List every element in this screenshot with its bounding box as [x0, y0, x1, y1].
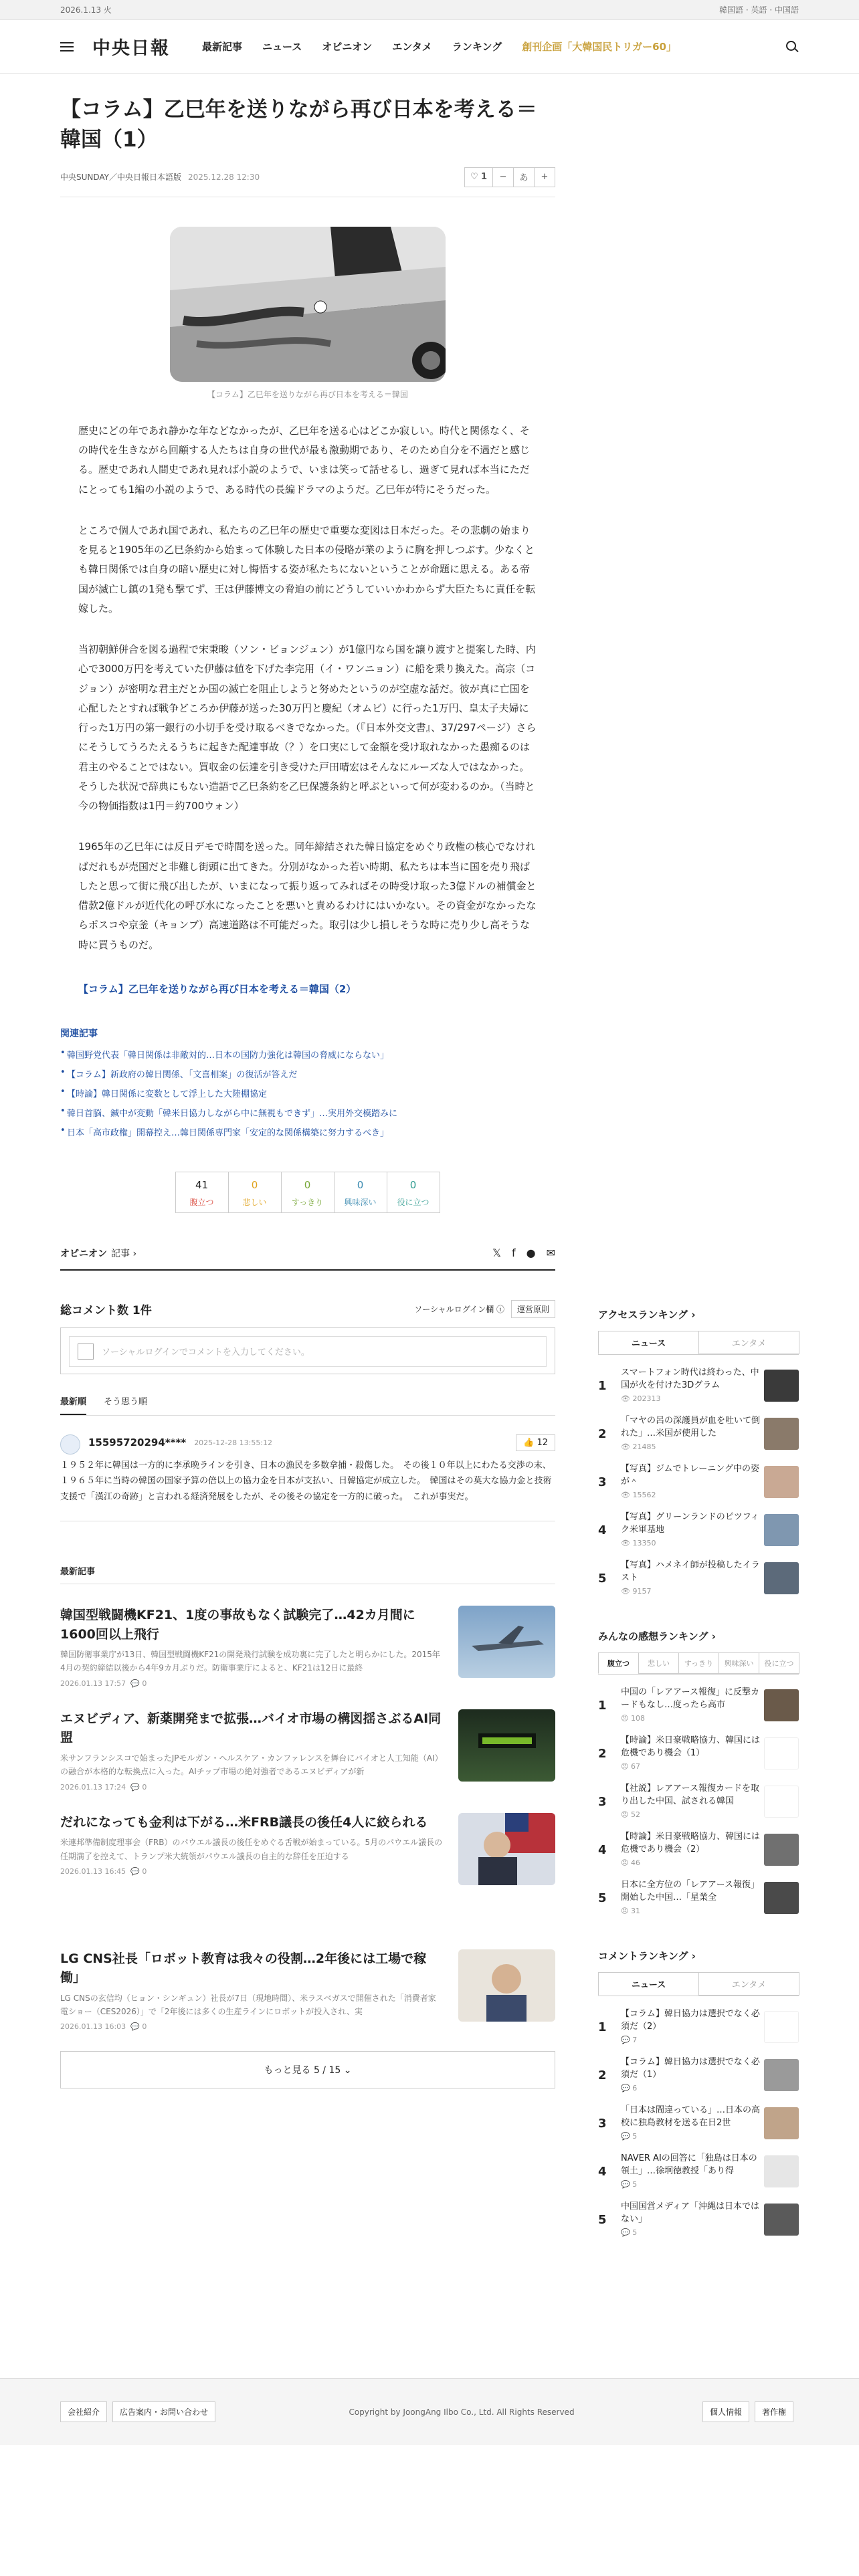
- publish-date: 2025.12.28 12:30: [188, 172, 260, 182]
- rank-views: 108: [630, 1714, 645, 1723]
- rank-title: 【時論】米日豪戦略協力、韓国には危機であり機会（2）: [621, 1831, 761, 1854]
- rank-title: NAVER AIの回答に「独島は日本の領土」…徐坰徳教授「あり得: [621, 2153, 757, 2176]
- rank-number: 1: [598, 1378, 607, 1393]
- rank-title: 【時論】米日豪戦略協力、韓国には危機であり機会（1）: [621, 1735, 761, 1758]
- font-size-label: あ: [513, 167, 535, 187]
- reaction-count: 0: [409, 1178, 417, 1191]
- comment-input-box: [60, 1327, 555, 1374]
- reaction-count: 0: [304, 1178, 311, 1191]
- rank-thumbnail: [764, 2011, 799, 2043]
- site-header: [0, 20, 859, 74]
- article-photo[interactable]: [170, 227, 446, 382]
- reaction-label: 悲しい: [242, 1197, 267, 1207]
- reaction-interesting[interactable]: [334, 1172, 387, 1213]
- tab-latest[interactable]: 最新順: [60, 1394, 86, 1415]
- social-login-label[interactable]: ソーシャルログイン欄 ⓘ: [414, 1304, 504, 1314]
- facebook-share-icon[interactable]: f: [511, 1247, 516, 1260]
- article-photo-illustration: [170, 227, 446, 382]
- rank-views: 5: [632, 2132, 638, 2141]
- ranking-item[interactable]: 3 【社説】レアアース報復カードを取り出した中国、試される韓国 😠 52: [598, 1778, 799, 1826]
- chat-share-icon[interactable]: ●: [526, 1247, 536, 1260]
- share-bar: [60, 1247, 555, 1271]
- article-meta: [60, 167, 555, 197]
- emotion-ranking-heading[interactable]: みんなの感想ランキング ›: [598, 1630, 716, 1642]
- copyright-link[interactable]: 著作権: [755, 2401, 793, 2422]
- latest-heading: 最新記事: [60, 1564, 555, 1584]
- rank-views: 21485: [632, 1442, 656, 1452]
- nav-opinion[interactable]: オピニオン: [322, 41, 373, 53]
- news-comment-count: 0: [142, 2022, 147, 2032]
- mail-share-icon[interactable]: ✉: [546, 1247, 555, 1260]
- reaction-sad[interactable]: [228, 1172, 282, 1213]
- rank-thumbnail: [764, 1689, 799, 1721]
- news-summary: 米連邦準備制度理事会（FRB）のパウエル議長の後任をめぐる舌戦が始まっている。5月のパウエル議長の任期満了を控えて、トランプ米大統領がパウエル議長の自主的な辞任を圧迫する: [60, 1838, 443, 1861]
- nav-special-feature[interactable]: 創刊企画「大韓国民トリガー60」: [522, 41, 676, 53]
- ranking-item[interactable]: 2 【時論】米日豪戦略協力、韓国には危機であり機会（1） 😠 67: [598, 1729, 799, 1778]
- article-title: 【コラム】乙巳年を送りながら再び日本を考える＝韓国（1）: [60, 98, 537, 152]
- section-articles-link[interactable]: 記事 ›: [111, 1248, 137, 1259]
- tab-angry[interactable]: 腹立つ: [598, 1652, 639, 1674]
- news-title[interactable]: だれになっても金利は下がる…米FRB議長の後任4人に絞られる: [60, 1814, 428, 1830]
- news-comment-count: 0: [142, 1679, 147, 1688]
- related-item[interactable]: • 【コラム】新政府の韓日関係、「文喜相案」の復活が答えだ: [60, 1067, 555, 1080]
- related-item[interactable]: • 韓国野党代表「韓日関係は非敵対的…日本の国防力強化は韓国の脅威にならない」: [60, 1048, 555, 1061]
- rank-views: 9157: [632, 1587, 652, 1596]
- rank-number: 5: [598, 1571, 607, 1586]
- access-ranking-tabs: [598, 1331, 799, 1355]
- rank-number: 3: [598, 1794, 607, 1809]
- comment-text: １９５２年に韓国は一方的に李承晩ラインを引き、日本の漁民を多数拿捕・殺傷した。 その後１０年以上にわたる交渉の末、１９６５年に当時の韓国の国家予算の倍以上の協力金を日本が支払い、日韓協定が成立した。 韓国はその莫大な協力金と技術支援で「漢江の奇跡」と言われる経済発展をしたが、その後その協定を一方的に破った。 これが事実だ。: [60, 1460, 552, 1502]
- ranking-item[interactable]: 1 【コラム】韓日協力は選択でなく必須だ（2） 💬 7: [598, 2003, 799, 2051]
- news-thumbnail[interactable]: [458, 1949, 555, 2022]
- rank-number: 4: [598, 2164, 607, 2179]
- rank-views: 5: [632, 2228, 638, 2238]
- related-item[interactable]: • 日本「高市政権」開幕控え…韓日関係専門家「安定的な関係構築に努力するべき」: [60, 1125, 555, 1138]
- related-heading: 関連記事: [60, 1028, 98, 1039]
- x-share-icon[interactable]: 𝕏: [492, 1247, 501, 1260]
- rank-number: 1: [598, 2020, 607, 2034]
- news-item[interactable]: LG CNS社長「ロボット教育は我々の役割…2年後には工場で稼働」 LG CNSの玄信均（ヒョン・シンギュン）社長が7日（現地時間）、米ラスベガスで開催された「消費者家電ショー（CES2026）」で「2年後には多くの生産ラインにロボットが投入され、実 2026.01.13 16:03 💬 0: [60, 1949, 555, 2032]
- lang-link-zh[interactable]: 中国語: [774, 5, 799, 15]
- news-date: 2026.01.13 16:03: [60, 2022, 126, 2032]
- news-summary: 米サンフランシスコで始まったJPモルガン・ヘルスケア・カンファレンスを舞台にバイオと人工知能（AI）の融合が本格的な転換点に入った。AIチップ市場の絶対強者であるエヌビディアが新: [60, 1753, 443, 1777]
- rank-thumbnail: [764, 1418, 799, 1450]
- comment-input[interactable]: [69, 1336, 547, 1367]
- comment-item: [60, 1434, 555, 1521]
- next-part-link[interactable]: 【コラム】乙巳年を送りながら再び日本を考える＝韓国（2）: [78, 982, 357, 995]
- like-count: 1: [480, 172, 487, 183]
- access-ranking: [598, 1307, 799, 1602]
- nav-news[interactable]: ニュース: [262, 41, 302, 53]
- today-date: 2026.1.13 火: [60, 5, 112, 15]
- advertising-link[interactable]: 広告案内・お問い合わせ: [112, 2401, 215, 2422]
- article-body: [60, 421, 555, 955]
- emotion-ranking-tabs: [598, 1652, 799, 1675]
- rank-title: 【社説】レアアース報復カードを取り出した中国、試される韓国: [621, 1783, 759, 1806]
- news-date: 2026.01.13 16:45: [60, 1866, 126, 1876]
- tab-refreshed[interactable]: すっきり: [678, 1652, 719, 1674]
- article-paragraph: 歴史にどの年であれ静かな年などなかったが、乙巳年を送る心はどこか寂しい。時代と関係なく、その時代を生きながら回顧する人たちは自身の世代が最も激動期であり、そのため自分を不遇だと感じる。歴史であれ人間史であれ見れば小説のようで、いまは笑って話せるし、過ぎて見れば本当にただにとっても1編の小説のようで、ある時代の長編ドラマのようだ。乙巳年が特にそうだった。: [78, 424, 531, 496]
- article-tools: [465, 167, 555, 187]
- nav-ranking[interactable]: ランキング: [452, 41, 502, 53]
- photo-caption: 【コラム】乙巳年を送りながら再び日本を考える＝韓国: [207, 389, 408, 399]
- related-item[interactable]: • 韓日首脳、鍼中が変動「韓米日協力しながら中に無視もできず」…実用外交模踏みに: [60, 1106, 555, 1119]
- rank-thumbnail: [764, 1737, 799, 1769]
- rank-title: 【コラム】韓日協力は選択でなく必須だ（2）: [621, 2008, 760, 2032]
- nav-entertainment[interactable]: エンタメ: [392, 41, 432, 53]
- rank-number: 4: [598, 1842, 607, 1857]
- related-item[interactable]: • 【時論】韓日関係に変数として浮上した大陸棚協定: [60, 1087, 555, 1099]
- share-icons: [492, 1247, 555, 1259]
- rank-thumbnail: [764, 2059, 799, 2091]
- lang-link-ko[interactable]: 韓国語: [719, 5, 744, 15]
- load-more-button[interactable]: もっと見る 5 / 15 ⌄: [60, 2051, 555, 2088]
- ranking-item[interactable]: 1 中国の「レアアース報復」に反撃カードもなし…度ったら高市 😠 108: [598, 1681, 799, 1729]
- copyright: Copyright by JoongAng Ilbo Co., Ltd. All Rights Reserved: [349, 2407, 575, 2417]
- ranking-item[interactable]: 5 中国国営メディア「沖縄は日本ではない」 💬 5: [598, 2195, 799, 2244]
- rank-number: 3: [598, 2116, 607, 2131]
- comment-ranking-tabs: [598, 1972, 799, 1996]
- rank-views: 13350: [632, 1539, 656, 1548]
- avatar: [60, 1434, 80, 1455]
- reaction-count: 41: [195, 1178, 209, 1191]
- font-increase-button[interactable]: +: [534, 167, 555, 187]
- news-comment-count: 0: [142, 1782, 147, 1792]
- news-date: 2026.01.13 17:57: [60, 1679, 126, 1688]
- rank-thumbnail: [764, 1786, 799, 1818]
- rank-title: 【写真】ハメネイ師が投稿したイラスト: [621, 1560, 760, 1583]
- rank-title: 「マヤの呂の深護員が血を吐いて倒れた」…米国が使用した: [621, 1415, 761, 1438]
- rank-thumbnail: [764, 1834, 799, 1866]
- rank-title: 【写真】ジムでトレーニング中の姿が＾: [621, 1463, 759, 1487]
- news-summary: LG CNSの玄信均（ヒョン・シンギュン）社長が7日（現地時間）、米ラスベガスで開催された「消費者家電ショー（CES2026）」で「2年後には多くの生産ラインにロボットが投入され、実: [60, 1993, 436, 2016]
- news-thumbnail[interactable]: [458, 1813, 555, 1885]
- rank-views: 7: [632, 2036, 638, 2045]
- rank-title: 「日本は間違っている」…日本の高校に独島教材を送る在日2世: [621, 2105, 761, 2128]
- comment-like-button[interactable]: 👍 12: [516, 1434, 555, 1451]
- news-comment-count: 0: [142, 1866, 147, 1876]
- article-paragraph: ところで個人であれ国であれ、私たちの乙巳年の歴史で重要な変図は日本だった。その悲劇の始まりを見ると1905年の乙巳条約から始まって体験した日本の侵略が業のように胸を押しつぶす。少なくとも韓日関係では自身の暗い歴史に対し悔悟する姿が私たちにないということが命題に思える。ある帝国が滅亡し鎮の1発も撃てず、王は伊藤博文の脅迫の前にどうしていいかわからず大臣たちに責任を転嫁した。: [78, 524, 536, 615]
- rules-button[interactable]: 運営原則: [511, 1300, 555, 1318]
- ranking-item[interactable]: 3 「日本は間違っている」…日本の高校に独島教材を送る在日2世 💬 5: [598, 2099, 799, 2147]
- comment-ranking-heading[interactable]: コメントランキング ›: [598, 1950, 696, 1962]
- like-button[interactable]: ♡ 1: [464, 167, 493, 187]
- rank-title: 日本に全方位の「レアアース報復」開始した中国…「星業全: [621, 1879, 759, 1903]
- article-paragraph: 1965年の乙巳年には反日デモで時間を送った。同年締結された韓日協定をめぐり政権の核心でなければだれもが売国だと非難し街頭に出てきた。分別がなかった若い時期、私たちは本当に国を売り飛ばしたと思って街に飛び出したが、いまになって振り返ってみればその時受け取った3億ドルの補償金と借款2億ドルが近代化の呼び水になったことを悪いと責めるわけにはいかない。その資金がなかったならポスコや京釜（キョンブ）高速道路は不可能だった。取引は少し損しそうな時に売り少し高そうな時に買うものだ。: [78, 841, 537, 951]
- reaction-label: 興味深い: [344, 1197, 377, 1207]
- comment-placeholder: ソーシャルログインでコメントを入力してください。: [102, 1348, 310, 1358]
- news-title[interactable]: 韓国型戦闘機KF21、1度の事故もなく試験完了…42カ月間に1600回以上飛行: [60, 1608, 415, 1642]
- rank-number: 5: [598, 2212, 607, 2227]
- ranking-item[interactable]: 1 スマートフォン時代は終わった、中国が火を付けた3Dグラム 👁 202313: [598, 1362, 799, 1410]
- tab-news[interactable]: ニュース: [598, 1972, 699, 1996]
- ranking-item[interactable]: 2 【コラム】韓日協力は選択でなく必須だ（1） 💬 6: [598, 2051, 799, 2099]
- tab-interesting[interactable]: 興味深い: [719, 1652, 759, 1674]
- article-paragraph: 当初朝鮮併合を図る過程で宋秉畯（ソン・ビョンジュン）が1億円なら国を譲り渡すと提案した時、内心で3000万円を考えていた伊藤は値を下げた李完用（イ・ワンニョン）に船を乗り換えた。高宗（コジョン）が密明な君主だとか国の滅亡を阻止しようと努めたというのが空虚な話だ。彼が真に亡国を心配したとすれば戦争どころか伊藤が送った30万円と慶紀（オムビ）に行った1万円、皇太子夫婦に行った1万円の第一銀行の小切手を受け取るべきでなかった。（『日本外交文書』、37/297ページ）さらにそうしてうろたえるうちに起きた配達事故（？）を口実にして金額を受け取れなかった愚痴るのは君主のやることではない。買収金の伝達を引き受けた戸田晴宏はそんなにルーズな人ではなかった。そうした状況で辞典にもない造語で乙巳条約を乙巳保護条約と呼ぶといって何が変わるのか。（当時と今の物価指数は1円＝約700ウォン）: [78, 643, 537, 813]
- rank-title: スマートフォン時代は終わった、中国が火を付けた3Dグラム: [621, 1367, 759, 1390]
- menu-icon[interactable]: [60, 39, 74, 54]
- rank-title: 中国の「レアアース報復」に反撃カードもなし…度ったら高市: [621, 1687, 759, 1710]
- rank-thumbnail: [764, 1562, 799, 1594]
- reaction-label: 腹立つ: [189, 1197, 214, 1207]
- news-summary: 韓国防衛事業庁が13日、韓国型戦闘機KF21の開発飛行試験を成功裏に完了したと明らかにした。2015年4月の契約締結以後から4年9カ月ぶりだ。防衛事業庁によると、KF21は12日に最終: [60, 1650, 440, 1673]
- comment-like-count: 12: [537, 1437, 548, 1448]
- rank-number: 3: [598, 1475, 607, 1489]
- related-articles: [60, 1027, 555, 1138]
- reaction-count: 0: [251, 1178, 258, 1191]
- reaction-count: 0: [357, 1178, 364, 1191]
- news-item[interactable]: だれになっても金利は下がる…米FRB議長の後任4人に絞られる 米連邦準備制度理事会（FRB）のパウエル議長の後任をめぐる舌戦が始まっている。5月のパウエル議長の任期満了を控えて、トランプ米大統領がパウエル議長の自主的な辞任を圧迫する 2026.01.13 16:45 💬 0: [60, 1813, 555, 1885]
- news-thumbnail[interactable]: [458, 1606, 555, 1678]
- comment-sort-tabs: [60, 1394, 555, 1416]
- rank-views: 6: [632, 2084, 638, 2093]
- rank-number: 2: [598, 1426, 607, 1441]
- news-thumbnail[interactable]: [458, 1709, 555, 1782]
- news-item[interactable]: エヌビディア、新薬開発まで拡張…バイオ市場の構図揺さぶるAI同盟 米サンフランシスコで始まったJPモルガン・ヘルスケア・カンファレンスを舞台にバイオと人工知能（AI）の融合が本格的な転換点に入った。AIチップ市場の絶対強者であるエヌビディアが新 2026.01.13 17:24 💬 0: [60, 1709, 555, 1792]
- ranking-item[interactable]: 3 【写真】ジムでトレーニング中の姿が＾ 👁 15562: [598, 1458, 799, 1506]
- rank-title: 中国国営メディア「沖縄は日本ではない」: [621, 2201, 759, 2224]
- news-item[interactable]: 韓国型戦闘機KF21、1度の事故もなく試験完了…42カ月間に1600回以上飛行 韓国防衛事業庁が13日、韓国型戦闘機KF21の開発飛行試験を成功裏に完了したと明らかにした。2015年4月の契約締結以後から4年9カ月ぶりだ。防衛事業庁によると、KF21は12日に最終 2026.01.13 17:57 💬 0: [60, 1606, 555, 1688]
- rank-thumbnail: [764, 1370, 799, 1402]
- site-footer: [0, 2378, 859, 2445]
- tab-useful[interactable]: 役に立つ: [759, 1652, 799, 1674]
- byline: 中央SUNDAY／中央日報日本語版: [60, 173, 182, 183]
- news-title[interactable]: LG CNS社長「ロボット教育は我々の役割…2年後には工場で稼働」: [60, 1951, 427, 1985]
- rank-thumbnail: [764, 2204, 799, 2236]
- reaction-angry[interactable]: [175, 1172, 229, 1213]
- comment-count: 総コメント数 1件: [60, 1303, 152, 1317]
- ranking-item[interactable]: 2 「マヤの呂の深護員が血を吐いて倒れた」…米国が使用した 👁 21485: [598, 1410, 799, 1458]
- emotion-ranking: [598, 1629, 799, 1922]
- ranking-item[interactable]: 5 【写真】ハメネイ師が投稿したイラスト 👁 9157: [598, 1554, 799, 1602]
- comment-ranking: [598, 1949, 799, 2244]
- rank-number: 2: [598, 2068, 607, 2082]
- reaction-useful[interactable]: [387, 1172, 440, 1213]
- site-logo[interactable]: 中央日報: [92, 38, 170, 59]
- rank-views: 15562: [632, 1491, 656, 1500]
- rank-thumbnail: [764, 1514, 799, 1546]
- article: [60, 74, 555, 2088]
- main-nav: [202, 39, 676, 53]
- rank-title: 【コラム】韓日協力は選択でなく必須だ（1）: [621, 2056, 760, 2080]
- rank-views: 46: [630, 1858, 640, 1868]
- ranking-item[interactable]: 4 【時論】米日豪戦略協力、韓国には危機であり機会（2） 😠 46: [598, 1826, 799, 1874]
- font-decrease-button[interactable]: −: [492, 167, 514, 187]
- top-strip: [0, 0, 859, 20]
- rank-number: 5: [598, 1891, 607, 1905]
- tab-entertainment[interactable]: エンタメ: [698, 1331, 799, 1354]
- reaction-buttons: [60, 1172, 555, 1213]
- section-name[interactable]: オピニオン: [60, 1248, 107, 1259]
- rank-thumbnail: [764, 2155, 799, 2187]
- rank-thumbnail: [764, 1466, 799, 1498]
- tab-agree[interactable]: そう思う順: [104, 1396, 148, 1407]
- news-title[interactable]: エヌビディア、新薬開発まで拡張…バイオ市場の構図揺さぶるAI同盟: [60, 1711, 442, 1745]
- news-date: 2026.01.13 17:24: [60, 1782, 126, 1792]
- reaction-refreshed[interactable]: [281, 1172, 335, 1213]
- comment-user: 15595720294****: [88, 1436, 187, 1449]
- rank-views: 202313: [632, 1394, 661, 1404]
- pen-icon: [78, 1344, 94, 1360]
- lang-link-en[interactable]: 英語: [751, 5, 767, 15]
- tab-entertainment[interactable]: エンタメ: [698, 1972, 799, 1996]
- ranking-item[interactable]: 4 NAVER AIの回答に「独島は日本の領土」…徐坰徳教授「あり得 💬 5: [598, 2147, 799, 2195]
- rank-views: 5: [632, 2180, 638, 2189]
- tab-news[interactable]: ニュース: [598, 1331, 699, 1354]
- language-links: 韓国語 · 英語 · 中国語: [719, 5, 799, 15]
- tab-sad[interactable]: 悲しい: [638, 1652, 679, 1674]
- rank-number: 1: [598, 1698, 607, 1713]
- nav-latest[interactable]: 最新記事: [202, 41, 243, 53]
- reaction-label: 役に立つ: [397, 1197, 430, 1207]
- rank-views: 31: [630, 1907, 640, 1916]
- rank-thumbnail: [764, 2107, 799, 2139]
- search-icon[interactable]: [785, 40, 799, 53]
- ranking-item[interactable]: 4 【写真】グリーンランドのピツフィク米軍基地 👁 13350: [598, 1506, 799, 1554]
- rank-views: 52: [630, 1810, 640, 1820]
- sidebar: [598, 1307, 799, 2244]
- comment-date: 2025-12-28 13:55:12: [194, 1438, 273, 1447]
- ranking-item[interactable]: 5 日本に全方位の「レアアース報復」開始した中国…「星業全 😠 31: [598, 1874, 799, 1922]
- rank-thumbnail: [764, 1882, 799, 1914]
- rank-views: 67: [630, 1762, 640, 1772]
- comment-header: [60, 1300, 555, 1318]
- rank-number: 2: [598, 1746, 607, 1761]
- rank-title: 【写真】グリーンランドのピツフィク米軍基地: [621, 1511, 759, 1535]
- privacy-link[interactable]: 個人情報: [702, 2401, 749, 2422]
- access-ranking-heading[interactable]: アクセスランキング ›: [598, 1309, 696, 1321]
- reaction-label: すっきり: [291, 1197, 324, 1207]
- company-info-link[interactable]: 会社紹介: [60, 2401, 107, 2422]
- rank-number: 4: [598, 1523, 607, 1537]
